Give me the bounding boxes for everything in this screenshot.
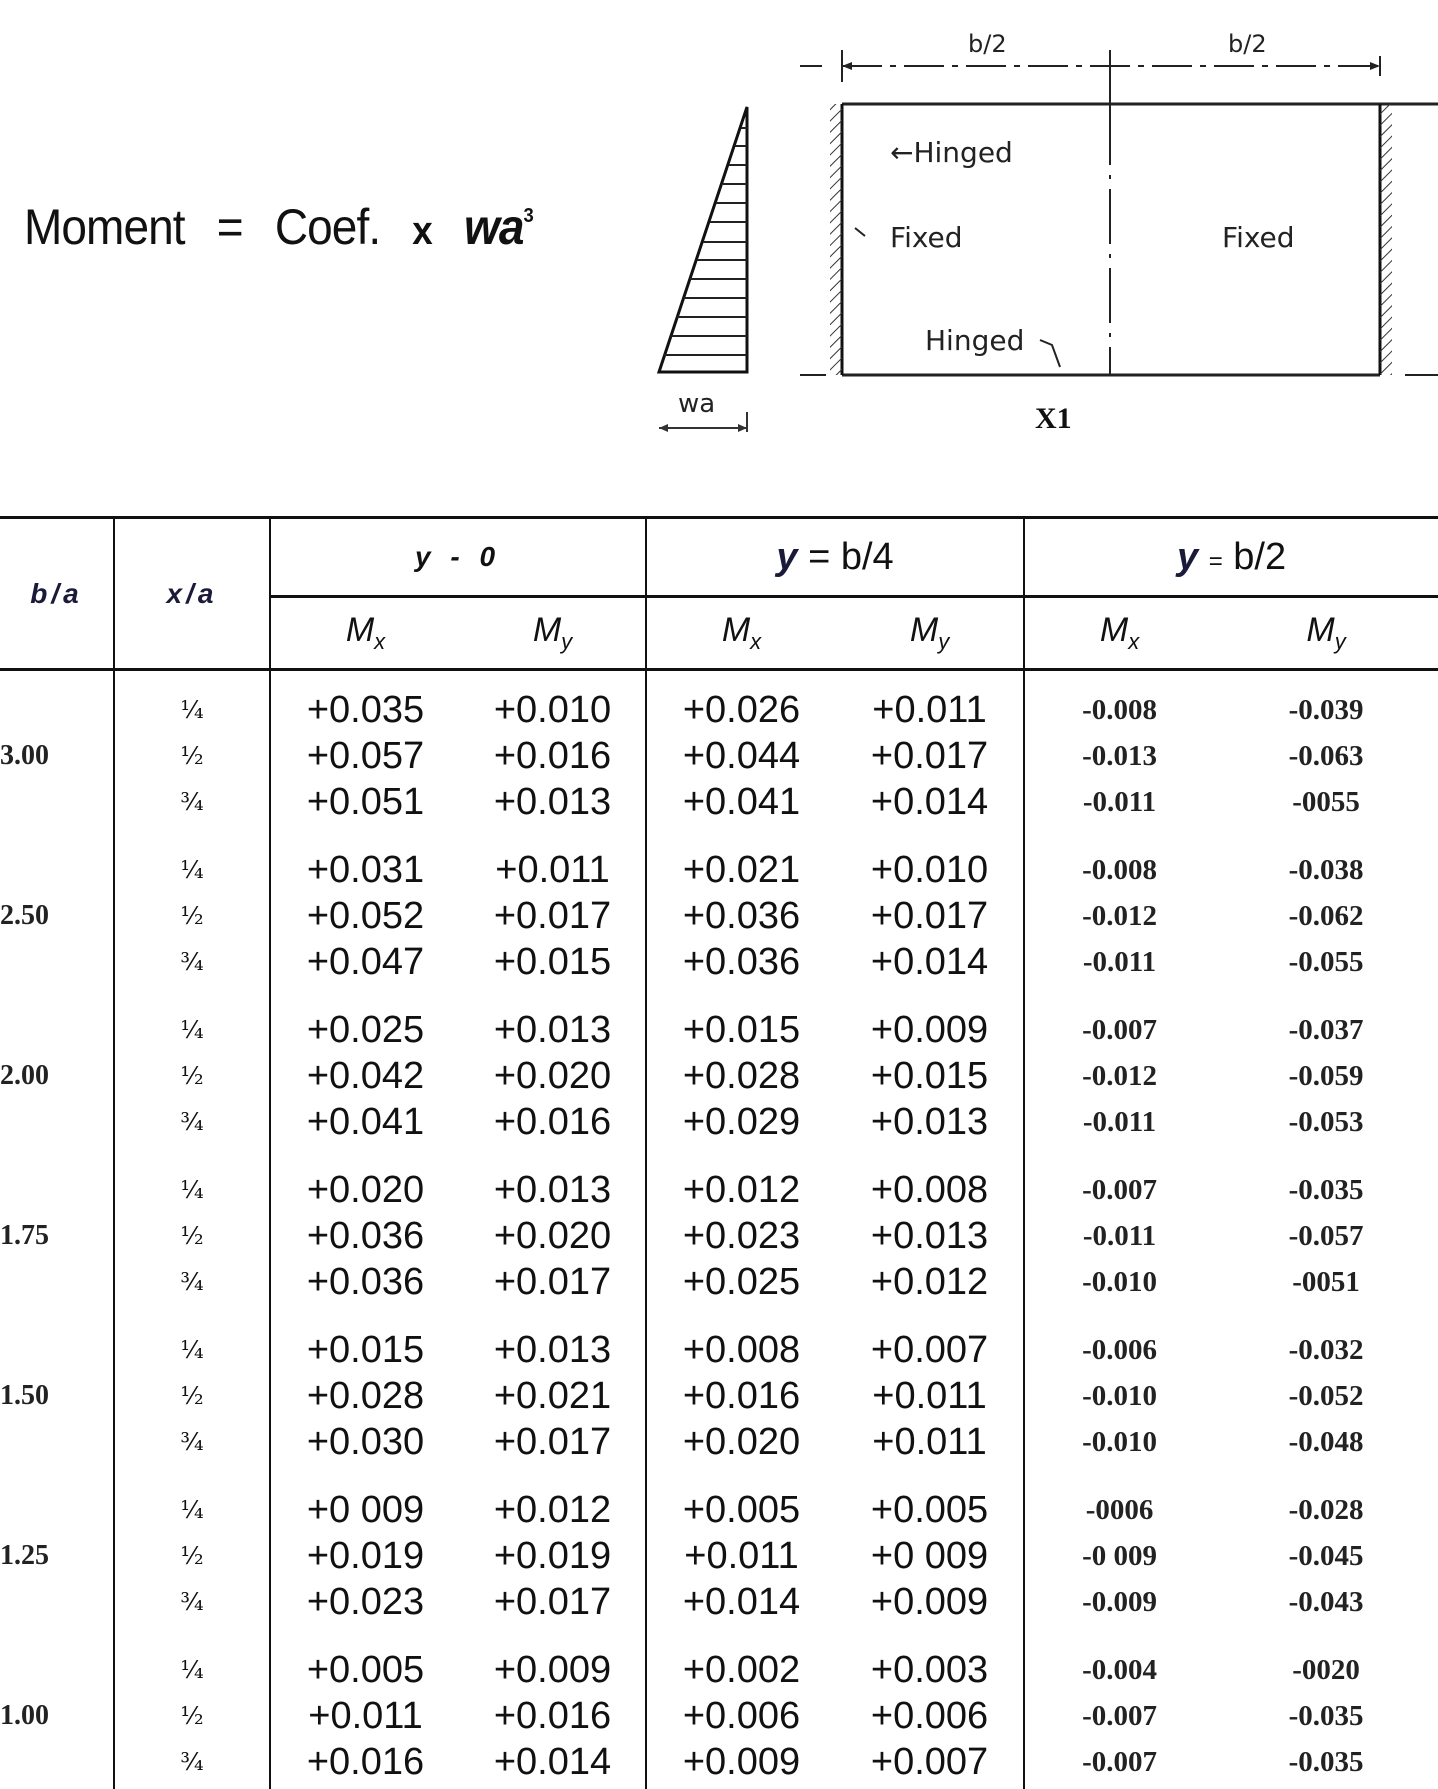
coefficient-value: -0.009 <box>1025 1579 1214 1625</box>
xa-values <box>114 829 270 989</box>
yb4-my-cell <box>836 670 1024 830</box>
yb2-mx-cell <box>1024 989 1214 1149</box>
coefficient-value: -0.045 <box>1214 1533 1438 1579</box>
ba-value: 1.75 <box>0 1149 114 1309</box>
coefficient-value: +0.036 <box>647 893 836 939</box>
coefficient-value: +0.051 <box>271 779 460 825</box>
xa-value: ¼ <box>115 847 269 893</box>
formula-coef: Coef. <box>275 199 380 255</box>
coefficient-value: +0.016 <box>460 1693 645 1739</box>
xa-values <box>114 1629 270 1789</box>
coefficient-value: +0.041 <box>647 779 836 825</box>
coefficient-value: +0.014 <box>460 1739 645 1785</box>
coefficient-value: -0.007 <box>1025 1007 1214 1053</box>
coefficient-value: +0.044 <box>647 733 836 779</box>
coefficient-value: -0.053 <box>1214 1099 1438 1145</box>
y0-mx-cell <box>270 1309 460 1469</box>
coefficient-value: +0.002 <box>647 1647 836 1693</box>
table-row-group <box>0 1469 1438 1629</box>
coefficient-value: -0.048 <box>1214 1419 1438 1465</box>
coefficient-value: +0.020 <box>647 1419 836 1465</box>
coefficient-value: -0006 <box>1025 1487 1214 1533</box>
xa-values <box>114 1149 270 1309</box>
coefficient-value: -0.038 <box>1214 847 1438 893</box>
coefficient-value: -0.010 <box>1025 1419 1214 1465</box>
yb2-my-cell <box>1214 1149 1438 1309</box>
coefficient-value: +0.015 <box>647 1007 836 1053</box>
coefficient-value: +0.017 <box>836 893 1023 939</box>
coefficient-value: +0.009 <box>836 1007 1023 1053</box>
yb4-mx-cell <box>646 1629 836 1789</box>
xa-value: ½ <box>115 1693 269 1739</box>
xa-value: ½ <box>115 1053 269 1099</box>
xa-value: ¼ <box>115 1007 269 1053</box>
formula-load: wa <box>464 199 524 255</box>
yb4-mx-cell <box>646 1149 836 1309</box>
xa-values <box>114 670 270 830</box>
header-y0-mx: $M_x$ <box>270 597 460 670</box>
coefficient-value: +0.013 <box>460 779 645 825</box>
yb2-my-cell <box>1214 1469 1438 1629</box>
coefficient-value: +0.011 <box>271 1693 460 1739</box>
table-row-group <box>0 670 1438 830</box>
coefficient-value: +0.016 <box>460 733 645 779</box>
xa-value: ¼ <box>115 1647 269 1693</box>
xa-value: ½ <box>115 1213 269 1259</box>
coefficient-value: -0.011 <box>1025 1099 1214 1145</box>
coefficient-value: +0.014 <box>836 939 1023 985</box>
coefficient-value: +0.010 <box>836 847 1023 893</box>
coefficient-value: -0.035 <box>1214 1739 1438 1785</box>
coefficient-value: +0.023 <box>271 1579 460 1625</box>
coefficient-value: -0.062 <box>1214 893 1438 939</box>
xa-values <box>114 1309 270 1469</box>
coefficient-value: -0.011 <box>1025 1213 1214 1259</box>
coefficient-value: +0.047 <box>271 939 460 985</box>
header-y0-my: $M_y$ <box>460 597 646 670</box>
coefficient-value: +0.016 <box>647 1373 836 1419</box>
xa-value: ¾ <box>115 779 269 825</box>
coefficient-value: +0.025 <box>647 1259 836 1305</box>
coefficient-value: +0.005 <box>836 1487 1023 1533</box>
coefficient-value: -0.004 <box>1025 1647 1214 1693</box>
yb2-my-cell <box>1214 989 1438 1149</box>
header-yb2-my: $M_y$ <box>1214 597 1438 670</box>
coefficient-value: +0.008 <box>647 1327 836 1373</box>
coefficient-value: -0.013 <box>1025 733 1214 779</box>
y0-my-cell <box>460 1469 646 1629</box>
coefficient-value: +0.006 <box>647 1693 836 1739</box>
coefficient-value: +0 009 <box>836 1533 1023 1579</box>
xa-value: ½ <box>115 893 269 939</box>
header-yb2-mx: $M_x$ <box>1024 597 1214 670</box>
yb4-mx-cell <box>646 989 836 1149</box>
coefficient-value: -0.012 <box>1025 1053 1214 1099</box>
coefficient-value: +0.014 <box>836 779 1023 825</box>
coefficient-value: -0051 <box>1214 1259 1438 1305</box>
coefficient-value: +0.021 <box>460 1373 645 1419</box>
coefficient-value: -0.035 <box>1214 1167 1438 1213</box>
coefficient-value: +0.036 <box>271 1213 460 1259</box>
coefficient-value: +0.003 <box>836 1647 1023 1693</box>
formula-times: x <box>412 209 432 253</box>
coefficient-value: +0.036 <box>271 1259 460 1305</box>
y0-mx-cell <box>270 829 460 989</box>
coefficient-value: +0.008 <box>836 1167 1023 1213</box>
header-yb4-my: $M_y$ <box>836 597 1024 670</box>
coefficient-value: -0.055 <box>1214 939 1438 985</box>
edge-right-label: Fixed <box>1222 221 1295 254</box>
yb2-mx-cell <box>1024 829 1214 989</box>
y0-my-cell <box>460 1149 646 1309</box>
y0-mx-cell <box>270 1629 460 1789</box>
coefficient-value: -0.008 <box>1025 687 1214 733</box>
coefficient-value: +0.013 <box>836 1213 1023 1259</box>
coefficient-value: +0.023 <box>647 1213 836 1259</box>
coefficient-value: -0.007 <box>1025 1739 1214 1785</box>
xa-value: ¼ <box>115 1327 269 1373</box>
coefficient-value: +0.009 <box>647 1739 836 1785</box>
triangular-load-icon <box>659 107 747 432</box>
y0-mx-cell <box>270 1149 460 1309</box>
coefficient-value: -0.063 <box>1214 733 1438 779</box>
coefficient-value: -0020 <box>1214 1647 1438 1693</box>
coefficient-value: +0.009 <box>836 1579 1023 1625</box>
edge-left-label: Fixed <box>890 221 963 254</box>
yb4-my-cell <box>836 1309 1024 1469</box>
coefficient-value: +0.012 <box>836 1259 1023 1305</box>
coefficient-value: -0.052 <box>1214 1373 1438 1419</box>
dimension-line <box>800 50 1380 110</box>
xa-value: ¼ <box>115 1487 269 1533</box>
coefficient-value: +0.036 <box>647 939 836 985</box>
coefficient-value: +0.013 <box>460 1007 645 1053</box>
coefficient-value: -0.006 <box>1025 1327 1214 1373</box>
y0-my-cell <box>460 1309 646 1469</box>
header-group-yb4: y = b/4 <box>646 518 1024 597</box>
edge-bottom-label: Hinged <box>925 324 1024 357</box>
coefficient-value: +0.015 <box>271 1327 460 1373</box>
coefficient-value: +0.025 <box>271 1007 460 1053</box>
y0-my-cell <box>460 1629 646 1789</box>
coefficient-value: -0.008 <box>1025 847 1214 893</box>
coefficient-value: -0.043 <box>1214 1579 1438 1625</box>
xa-value: ½ <box>115 733 269 779</box>
xa-value: ¾ <box>115 1739 269 1785</box>
table-body <box>0 670 1438 1789</box>
y0-mx-cell <box>270 670 460 830</box>
coefficient-value: +0.012 <box>460 1487 645 1533</box>
xa-value: ¼ <box>115 687 269 733</box>
coefficient-value: +0.020 <box>460 1053 645 1099</box>
coefficient-value: -0.028 <box>1214 1487 1438 1533</box>
coefficient-value: +0.035 <box>271 687 460 733</box>
coefficient-value: -0.010 <box>1025 1373 1214 1419</box>
xa-value: ¾ <box>115 1419 269 1465</box>
moment-coefficient-table <box>0 516 1438 1789</box>
ba-value: 3.00 <box>0 670 114 830</box>
coefficient-value: -0.035 <box>1214 1693 1438 1739</box>
coefficient-value: +0.013 <box>460 1167 645 1213</box>
coefficient-value: +0.011 <box>836 1373 1023 1419</box>
coefficient-value: +0.017 <box>460 893 645 939</box>
coefficient-value: +0.031 <box>271 847 460 893</box>
coefficient-value: +0.017 <box>460 1579 645 1625</box>
xa-value: ½ <box>115 1373 269 1419</box>
yb4-mx-cell <box>646 1309 836 1469</box>
coefficient-value: +0.006 <box>836 1693 1023 1739</box>
y0-my-cell <box>460 989 646 1149</box>
xa-value: ¾ <box>115 1579 269 1625</box>
coefficient-value: +0.015 <box>460 939 645 985</box>
y0-my-cell <box>460 670 646 830</box>
table-row-group <box>0 829 1438 989</box>
coefficient-value: +0.028 <box>271 1373 460 1419</box>
coefficient-value: +0.011 <box>836 1419 1023 1465</box>
ba-value: 1.25 <box>0 1469 114 1629</box>
formula-equals: = <box>217 199 243 255</box>
coefficient-value: +0.005 <box>647 1487 836 1533</box>
table-row-group <box>0 1149 1438 1309</box>
coefficient-value: +0.052 <box>271 893 460 939</box>
yb2-my-cell <box>1214 1309 1438 1469</box>
ba-value: 2.00 <box>0 989 114 1149</box>
xa-value: ¾ <box>115 1099 269 1145</box>
yb2-mx-cell <box>1024 1149 1214 1309</box>
yb4-my-cell <box>836 829 1024 989</box>
yb4-my-cell <box>836 1629 1024 1789</box>
yb4-mx-cell <box>646 670 836 830</box>
yb4-my-cell <box>836 1149 1024 1309</box>
xa-values <box>114 989 270 1149</box>
coefficient-value: +0.021 <box>647 847 836 893</box>
yb2-my-cell <box>1214 829 1438 989</box>
xa-value: ¾ <box>115 1259 269 1305</box>
formula-lhs: Moment <box>24 199 185 255</box>
coefficient-value: +0.041 <box>271 1099 460 1145</box>
coefficient-value: +0.028 <box>647 1053 836 1099</box>
coefficient-value: +0.012 <box>647 1167 836 1213</box>
coefficient-value: +0.017 <box>460 1419 645 1465</box>
coefficient-value: -0.037 <box>1214 1007 1438 1053</box>
coefficient-value: +0.013 <box>836 1099 1023 1145</box>
coefficient-value: +0.042 <box>271 1053 460 1099</box>
xa-value: ½ <box>115 1533 269 1579</box>
coefficient-value: -0 009 <box>1025 1533 1214 1579</box>
coefficient-value: +0.014 <box>647 1579 836 1625</box>
coefficient-value: +0.017 <box>460 1259 645 1305</box>
edge-top-label: ←Hinged <box>890 136 1013 169</box>
yb2-mx-cell <box>1024 1629 1214 1789</box>
yb2-mx-cell <box>1024 1309 1214 1469</box>
load-label: wa <box>678 389 715 419</box>
xa-values <box>114 1469 270 1629</box>
coefficient-value: -0.057 <box>1214 1213 1438 1259</box>
coefficient-value: +0.019 <box>271 1533 460 1579</box>
header-group-y0: y - 0 <box>270 518 646 597</box>
formula-exponent: 3 <box>523 205 532 227</box>
coefficient-value: +0.019 <box>460 1533 645 1579</box>
yb4-my-cell <box>836 1469 1024 1629</box>
coefficient-value: +0.011 <box>836 687 1023 733</box>
coefficient-value: +0.026 <box>647 687 836 733</box>
y0-mx-cell <box>270 989 460 1149</box>
coefficient-value: +0.007 <box>836 1739 1023 1785</box>
coefficient-value: +0.011 <box>647 1533 836 1579</box>
coefficient-value: +0.020 <box>460 1213 645 1259</box>
coefficient-value: +0.030 <box>271 1419 460 1465</box>
coefficient-value: +0.016 <box>271 1739 460 1785</box>
coefficient-value: -0.059 <box>1214 1053 1438 1099</box>
coefficient-value: -0.011 <box>1025 939 1214 985</box>
coefficient-value: +0 009 <box>271 1487 460 1533</box>
header-group-yb2: y = b/2 <box>1024 518 1438 597</box>
coefficient-value: +0.011 <box>460 847 645 893</box>
yb2-mx-cell <box>1024 1469 1214 1629</box>
coefficient-value: +0.015 <box>836 1053 1023 1099</box>
yb2-my-cell <box>1214 1629 1438 1789</box>
coefficient-value: +0.010 <box>460 687 645 733</box>
coefficient-value: +0.009 <box>460 1647 645 1693</box>
coefficient-value: +0.029 <box>647 1099 836 1145</box>
yb4-mx-cell <box>646 829 836 989</box>
coefficient-value: -0.007 <box>1025 1693 1214 1739</box>
xa-value: ¾ <box>115 939 269 985</box>
ba-value: 1.00 <box>0 1629 114 1789</box>
coefficient-value: -0055 <box>1214 779 1438 825</box>
table-row-group <box>0 1309 1438 1469</box>
coefficient-value: -0.007 <box>1025 1167 1214 1213</box>
ba-value: 2.50 <box>0 829 114 989</box>
coefficient-value: -0.039 <box>1214 687 1438 733</box>
coefficient-value: +0.017 <box>836 733 1023 779</box>
coefficient-value: -0.010 <box>1025 1259 1214 1305</box>
yb2-my-cell <box>1214 670 1438 830</box>
coefficient-value: -0.032 <box>1214 1327 1438 1373</box>
coefficient-value: +0.007 <box>836 1327 1023 1373</box>
ba-value: 1.50 <box>0 1309 114 1469</box>
coefficient-value: -0.011 <box>1025 779 1214 825</box>
dim-left-label: b/2 <box>968 30 1007 58</box>
yb4-mx-cell <box>646 1469 836 1629</box>
coefficient-value: +0.057 <box>271 733 460 779</box>
table-row-group <box>0 1629 1438 1789</box>
yb4-my-cell <box>836 989 1024 1149</box>
table-row-group <box>0 989 1438 1149</box>
xa-value: ¼ <box>115 1167 269 1213</box>
header-xa: x/a <box>114 518 270 670</box>
dim-right-label: b/2 <box>1228 30 1267 58</box>
coefficient-value: +0.016 <box>460 1099 645 1145</box>
plate-diagram <box>0 0 1438 460</box>
coefficient-value: +0.005 <box>271 1647 460 1693</box>
yb2-mx-cell <box>1024 670 1214 830</box>
coefficient-value: -0.012 <box>1025 893 1214 939</box>
header-ba: b/a <box>0 518 114 670</box>
case-label: X1 <box>1035 402 1072 435</box>
coefficient-value: +0.013 <box>460 1327 645 1373</box>
y0-mx-cell <box>270 1469 460 1629</box>
y0-my-cell <box>460 829 646 989</box>
coefficient-value: +0.020 <box>271 1167 460 1213</box>
header-yb4-mx: $M_x$ <box>646 597 836 670</box>
